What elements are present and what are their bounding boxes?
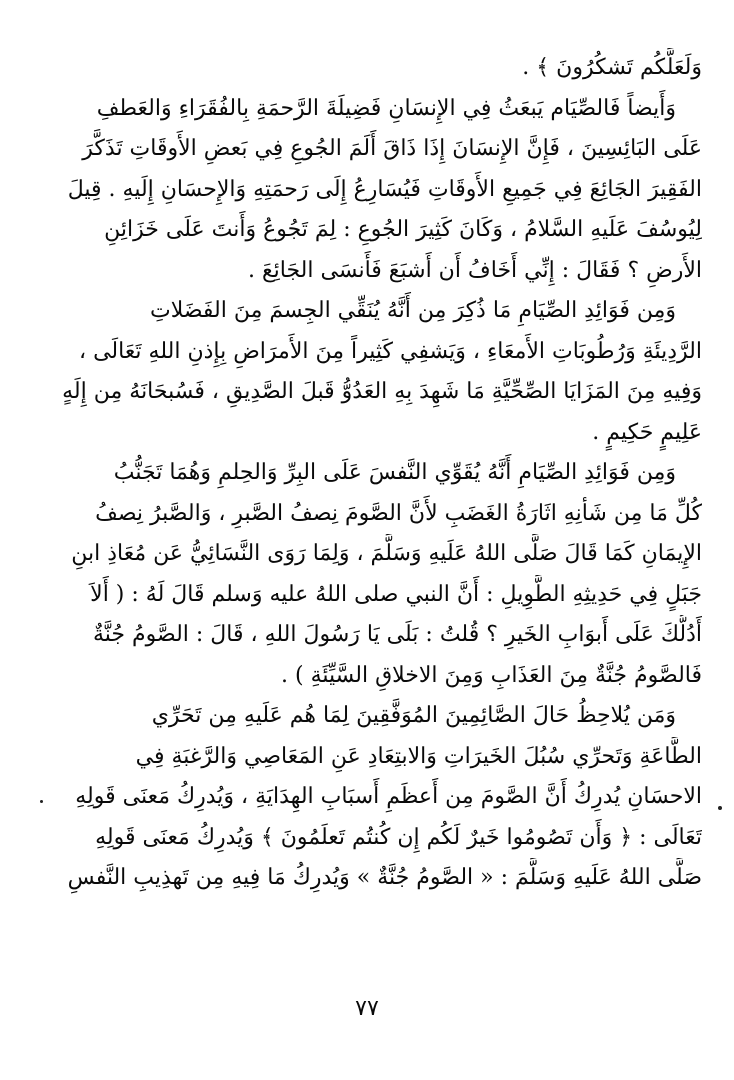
text-line: وَلَعَلَّكُم تَشكُرُونَ ﴾ . [522,55,702,80]
text-line: وَأَيضاً فَالصِّيَام يَبعَثُ فِي الإِنسَانِ فَضِيلَةَ الرَّحمَةِ بِالفُقَرَاءِ وَالعَطفِ [96,95,676,121]
text-line: فَالصَّومُ جُنَّةٌ مِنَ العَذَابِ وَمِنَ الاخلاقِ السَّيِّئَةِ ) . [281,662,702,688]
text-line: عَلَى البَائِسِينَ ، فَإِنَّ الإِنسَانَ إِذَا ذَاقَ أَلَمَ الجُوعِ فِي بَعضِ الأَوقَاتِ تَذَكَّرَ [82,136,702,161]
text-line: وَمِن فَوَائِدِ الصِّيَامِ أَنَّهُ يُقَوِّي النَّفسَ عَلَى البِرِّ وَالحِلمِ وَهُمَا تَجَنُّبُ [113,460,676,485]
text-line: الأَرضِ ؟ فَقَالَ : إِنِّي أَخَافُ أَن أَشبَعَ فَأَنسَى الجَائِعَ . [247,257,702,283]
text-line: صَلَّى اللهُ عَلَيهِ وَسَلَّمَ : « الصَّومُ جُنَّةٌ » وَيُدرِكُ مَا فِيهِ مِن تَهذِيبِ النَّفسِ [67,865,702,890]
page-number: ٧٧ [355,996,379,1021]
text-line: وَمِن فَوَائِدِ الصِّيَامِ مَا ذُكِرَ مِن أَنَّهُ يُنَقِّي الجِسمَ مِنَ الفَضَلاتِ [150,298,676,323]
body-text [24,48,702,899]
text-line: أَدُلُّكَ عَلَى أَبوَابِ الخَيرِ ؟ قُلتُ : بَلَى يَا رَسُولَ اللهِ ، قَالَ : الصَّومُ جُنَّةٌ [92,622,702,647]
text-line: الرَّدِيئَةِ وَرُطُوبَاتِ الأَمعَاءِ ، وَيَشفِي كَثِيراً مِنَ الأَمرَاضِ بِإِذنِ اللهِ تَعَالَى ، [78,338,702,364]
text-line: الفَقِيرَ الجَائِعَ فِي جَمِيعِ الأَوقَاتِ فَيُسَارِعُ إِلَى رَحمَتِهِ وَالإِحسَانِ إِلَيهِ . قِيلَ [67,176,702,202]
text-line: عَلِيمٍ حَكِيمٍ . [592,419,702,445]
scan-speck [40,800,43,803]
scan-speck [718,806,722,810]
text-line: الإِيمَانِ كَمَا قَالَ صَلَّى اللهُ عَلَيهِ وَسَلَّمَ ، وَلِمَا رَوَى النَّسَائِيُّ عَن مُعَاذِ ابنِ [71,541,702,566]
text-line: الطَّاعَةِ وَتَحرِّي سُبُلَ الخَيرَاتِ وَالابتِعَادِ عَنِ المَعَاصِي وَالرَّغبَةِ فِي [135,743,702,769]
text-line: الاحسَانِ يُدرِكُ أَنَّ الصَّومَ مِن أَعظَمِ أَسبَابِ الهِدَايَةِ ، وَيُدرِكُ مَعنَى قَولِهِ [75,784,702,809]
text-line: تَعَالَى : ﴿ وَأَن تَصُومُوا خَيرٌ لَكُم إِن كُنتُم تَعلَمُونَ ﴾ وَيُدرِكُ مَعنَى قَولِهِ [95,824,702,850]
text-line: كُلِّ مَا مِن شَأنِهِ اثَارَةُ الغَضَبِ لأَنَّ الصَّومَ نِصفُ الصَّبرِ ، وَالصَّبرُ نِصفُ [95,500,702,526]
text-line: وَمَن يُلاحِظُ حَالَ الصَّائِمِينَ المُوَفَّقِينَ لِمَا هُم عَلَيهِ مِن تَحَرِّي [151,703,676,728]
text-line: لِيُوسُفَ عَلَيهِ السَّلامُ ، وَكَانَ كَثِيرَ الجُوعِ : لِمَ تَجُوعُ وَأَنتَ عَلَى خَزَائِنِ [104,217,702,242]
text-line: وَفِيهِ مِنَ المَزَايَا الصِّحِّيَّةِ مَا شَهِدَ بِهِ العَدُوُّ قَبلَ الصَّدِيقِ ، فَسُبحَانَهُ مِن إِلَهٍ [62,379,702,404]
text-line: جَبَلٍ فِي حَدِيثِهِ الطَّوِيلِ : أَنَّ النبي صلى اللهُ عليه وَسلم قَالَ لَهُ : ( أَلاَ [90,581,702,607]
